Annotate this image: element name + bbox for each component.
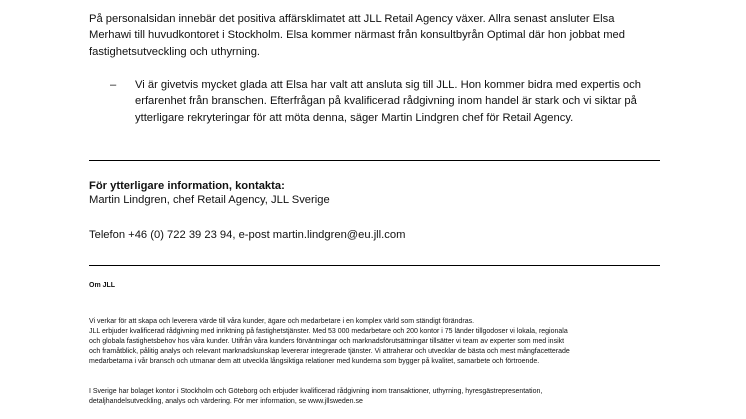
- contact-heading: För ytterligare information, kontakta:: [89, 180, 285, 192]
- about-heading: Om JLL: [89, 282, 116, 289]
- quote-line: ytterligare rekryteringar för att möta denna, säger Martin Lindgren chef för Retail Agency.: [135, 111, 574, 124]
- about-line: och framåtblick, pålitig analys och relevant marknadskunskap levererar integrerade tjänster. Vi attraherar och utvecklar de bästa och mest mångfacetterade: [89, 348, 570, 356]
- section-divider: [89, 160, 660, 161]
- section-divider: [89, 265, 660, 266]
- about-paragraph: [89, 317, 669, 367]
- quote-paragraph: [135, 77, 695, 126]
- dash-bullet-marker: –: [110, 79, 117, 91]
- intro-line: Merhawi till huvudkontoret i Stockholm. Elsa kommer närmast från konsultbyrån Optimal där hon jobbat med: [89, 29, 625, 42]
- about-line: medarbetarna i vår bransch och utmanar dem att utveckla långsiktiga relationer med kunderna som bygger på kvalitet, samarbete och förtroende.: [89, 358, 540, 366]
- about-line: och globala fastighetsbehov hos våra kunder. Utifrån våra kunders förväntningar och marknadsförutsättningar tillsätter vi team av experter som med insikt: [89, 338, 565, 346]
- about-line: JLL erbjuder kvalificerad rådgivning med inriktning på fastighetstjänster. Med 53 000 medarbetare och 200 kontor i 75 länder tillgodoser vi lokala, regionala: [89, 328, 568, 336]
- about-sweden-paragraph: [89, 387, 669, 407]
- quote-line: Vi är givetvis mycket glada att Elsa har valt att ansluta sig till JLL. Hon kommer bidra med expertis och: [135, 79, 641, 91]
- contact-name: Martin Lindgren, chef Retail Agency, JLL Sverige: [89, 194, 330, 206]
- about-line: I Sverige har bolaget kontor i Stockholm och Göteborg och erbjuder kvalificerad rådgivning inom transaktioner, uthyrning, hyresgästrepresentation,: [89, 388, 543, 395]
- intro-line: På personalsidan innebär det positiva affärsklimatet att JLL Retail Agency växer. Allra senast ansluter Elsa: [89, 13, 615, 25]
- quote-line: erfarenhet från branschen. Efterfrågan på kvalificerad rådgivning inom handel är stark och vi siktar på: [135, 95, 637, 108]
- about-line: Vi verkar för att skapa och leverera värde till våra kunder, ägare och medarbetare i en komplex värld som ständigt förändras.: [89, 318, 475, 325]
- intro-paragraph: [89, 11, 669, 60]
- intro-line: fastighetsutveckling och uthyrning.: [89, 45, 261, 58]
- contact-phone-email: Telefon +46 (0) 722 39 23 94, e-post martin.lindgren@eu.jll.com: [89, 229, 406, 241]
- about-line: detaljhandelsutveckling, analys och värdering. För mer information, se www.jllsweden.se: [89, 398, 363, 406]
